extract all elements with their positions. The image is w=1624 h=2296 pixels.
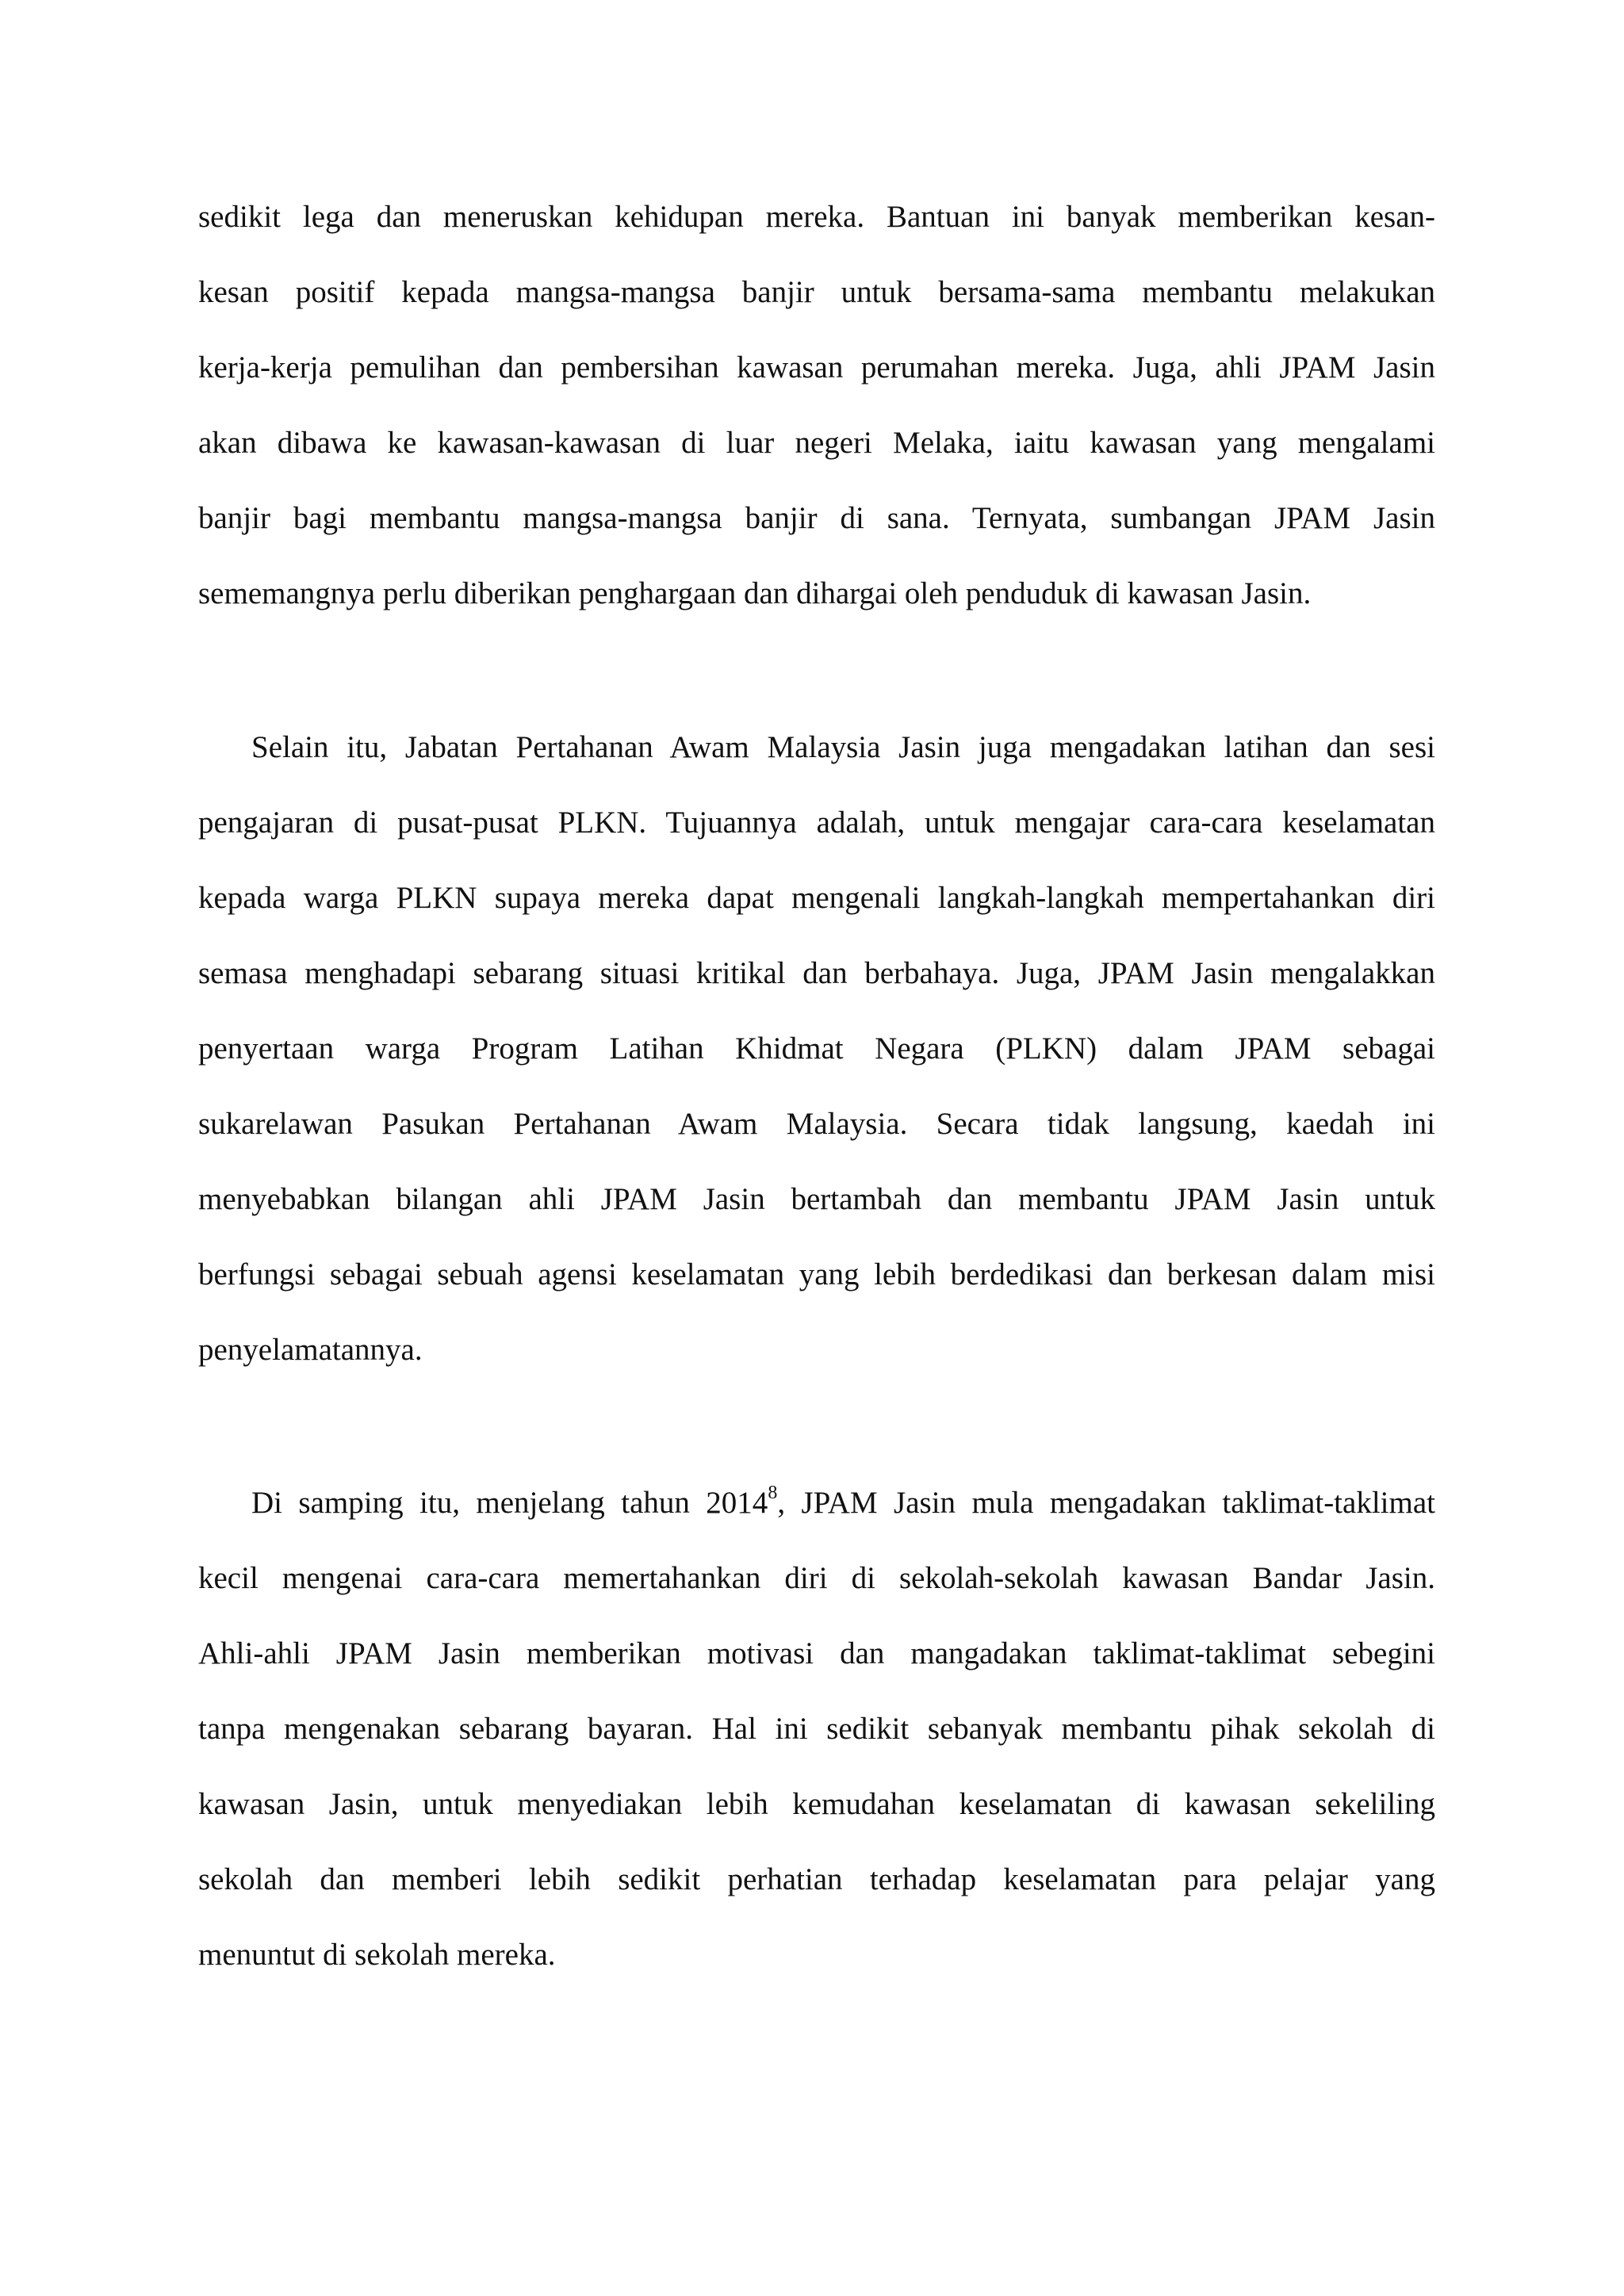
text-line: banjir bagi membantu mangsa-mangsa banjir di sana. Ternyata, sumbangan JPAM Jasin — [198, 501, 1435, 535]
text-segment: Di samping itu, menjelang tahun 2014 — [251, 1486, 768, 1520]
text-segment: , JPAM Jasin mula mengadakan taklimat-taklimat — [777, 1486, 1435, 1520]
text-line: semasa menghadapi sebarang situasi kritikal dan berbahaya. Juga, JPAM Jasin mengalakkan — [198, 956, 1435, 990]
footnote-reference: 8 — [768, 1483, 778, 1503]
text-line: kawasan Jasin, untuk menyediakan lebih kemudahan keselamatan di kawasan sekeliling — [198, 1787, 1435, 1821]
text-line: akan dibawa ke kawasan-kawasan di luar negeri Melaka, iaitu kawasan yang mengalami — [198, 426, 1435, 460]
text-line: pengajaran di pusat-pusat PLKN. Tujuannya adalah, untuk mengajar cara-cara keselamatan — [198, 806, 1435, 840]
paragraph-3 — [198, 1465, 1435, 1992]
text-line: kerja-kerja pemulihan dan pembersihan kawasan perumahan mereka. Juga, ahli JPAM Jasin — [198, 350, 1435, 385]
text-line: sedikit lega dan meneruskan kehidupan mereka. Bantuan ini banyak memberikan kesan- — [198, 200, 1435, 234]
text-line: menuntut di sekolah mereka. — [198, 1938, 556, 1972]
text-line: berfungsi sebagai sebuah agensi keselamatan yang lebih berdedikasi dan berkesan dalam misi — [198, 1257, 1435, 1292]
text-line: Selain itu, Jabatan Pertahanan Awam Malaysia Jasin juga mengadakan latihan dan sesi — [251, 730, 1435, 764]
text-line: tanpa mengenakan sebarang bayaran. Hal ini sedikit sebanyak membantu pihak sekolah di — [198, 1712, 1435, 1746]
text-line: kepada warga PLKN supaya mereka dapat mengenali langkah-langkah mempertahankan diri — [198, 881, 1435, 915]
paragraph-2 — [198, 710, 1435, 1387]
text-line: penyertaan warga Program Latihan Khidmat Negara (PLKN) dalam JPAM sebagai — [198, 1031, 1435, 1066]
text-line: sememangnya perlu diberikan penghargaan dan dihargai oleh penduduk di kawasan Jasin. — [198, 576, 1312, 610]
text-line: penyelamatannya. — [198, 1333, 423, 1367]
text-line: Ahli-ahli JPAM Jasin memberikan motivasi dan mangadakan taklimat-taklimat sebegini — [198, 1636, 1435, 1670]
text-line: kesan positif kepada mangsa-mangsa banjir untuk bersama-sama membantu melakukan — [198, 275, 1435, 309]
text-line: sukarelawan Pasukan Pertahanan Awam Malaysia. Secara tidak langsung, kaedah ini — [198, 1107, 1435, 1141]
text-line-with-footnote — [198, 1465, 1435, 1540]
text-line: sekolah dan memberi lebih sedikit perhatian terhadap keselamatan para pelajar yang — [198, 1862, 1435, 1896]
text-line: kecil mengenai cara-cara memertahankan diri di sekolah-sekolah kawasan Bandar Jasin. — [198, 1561, 1435, 1595]
text-line: menyebabkan bilangan ahli JPAM Jasin bertambah dan membantu JPAM Jasin untuk — [198, 1182, 1435, 1216]
paragraph-1 — [198, 179, 1435, 631]
